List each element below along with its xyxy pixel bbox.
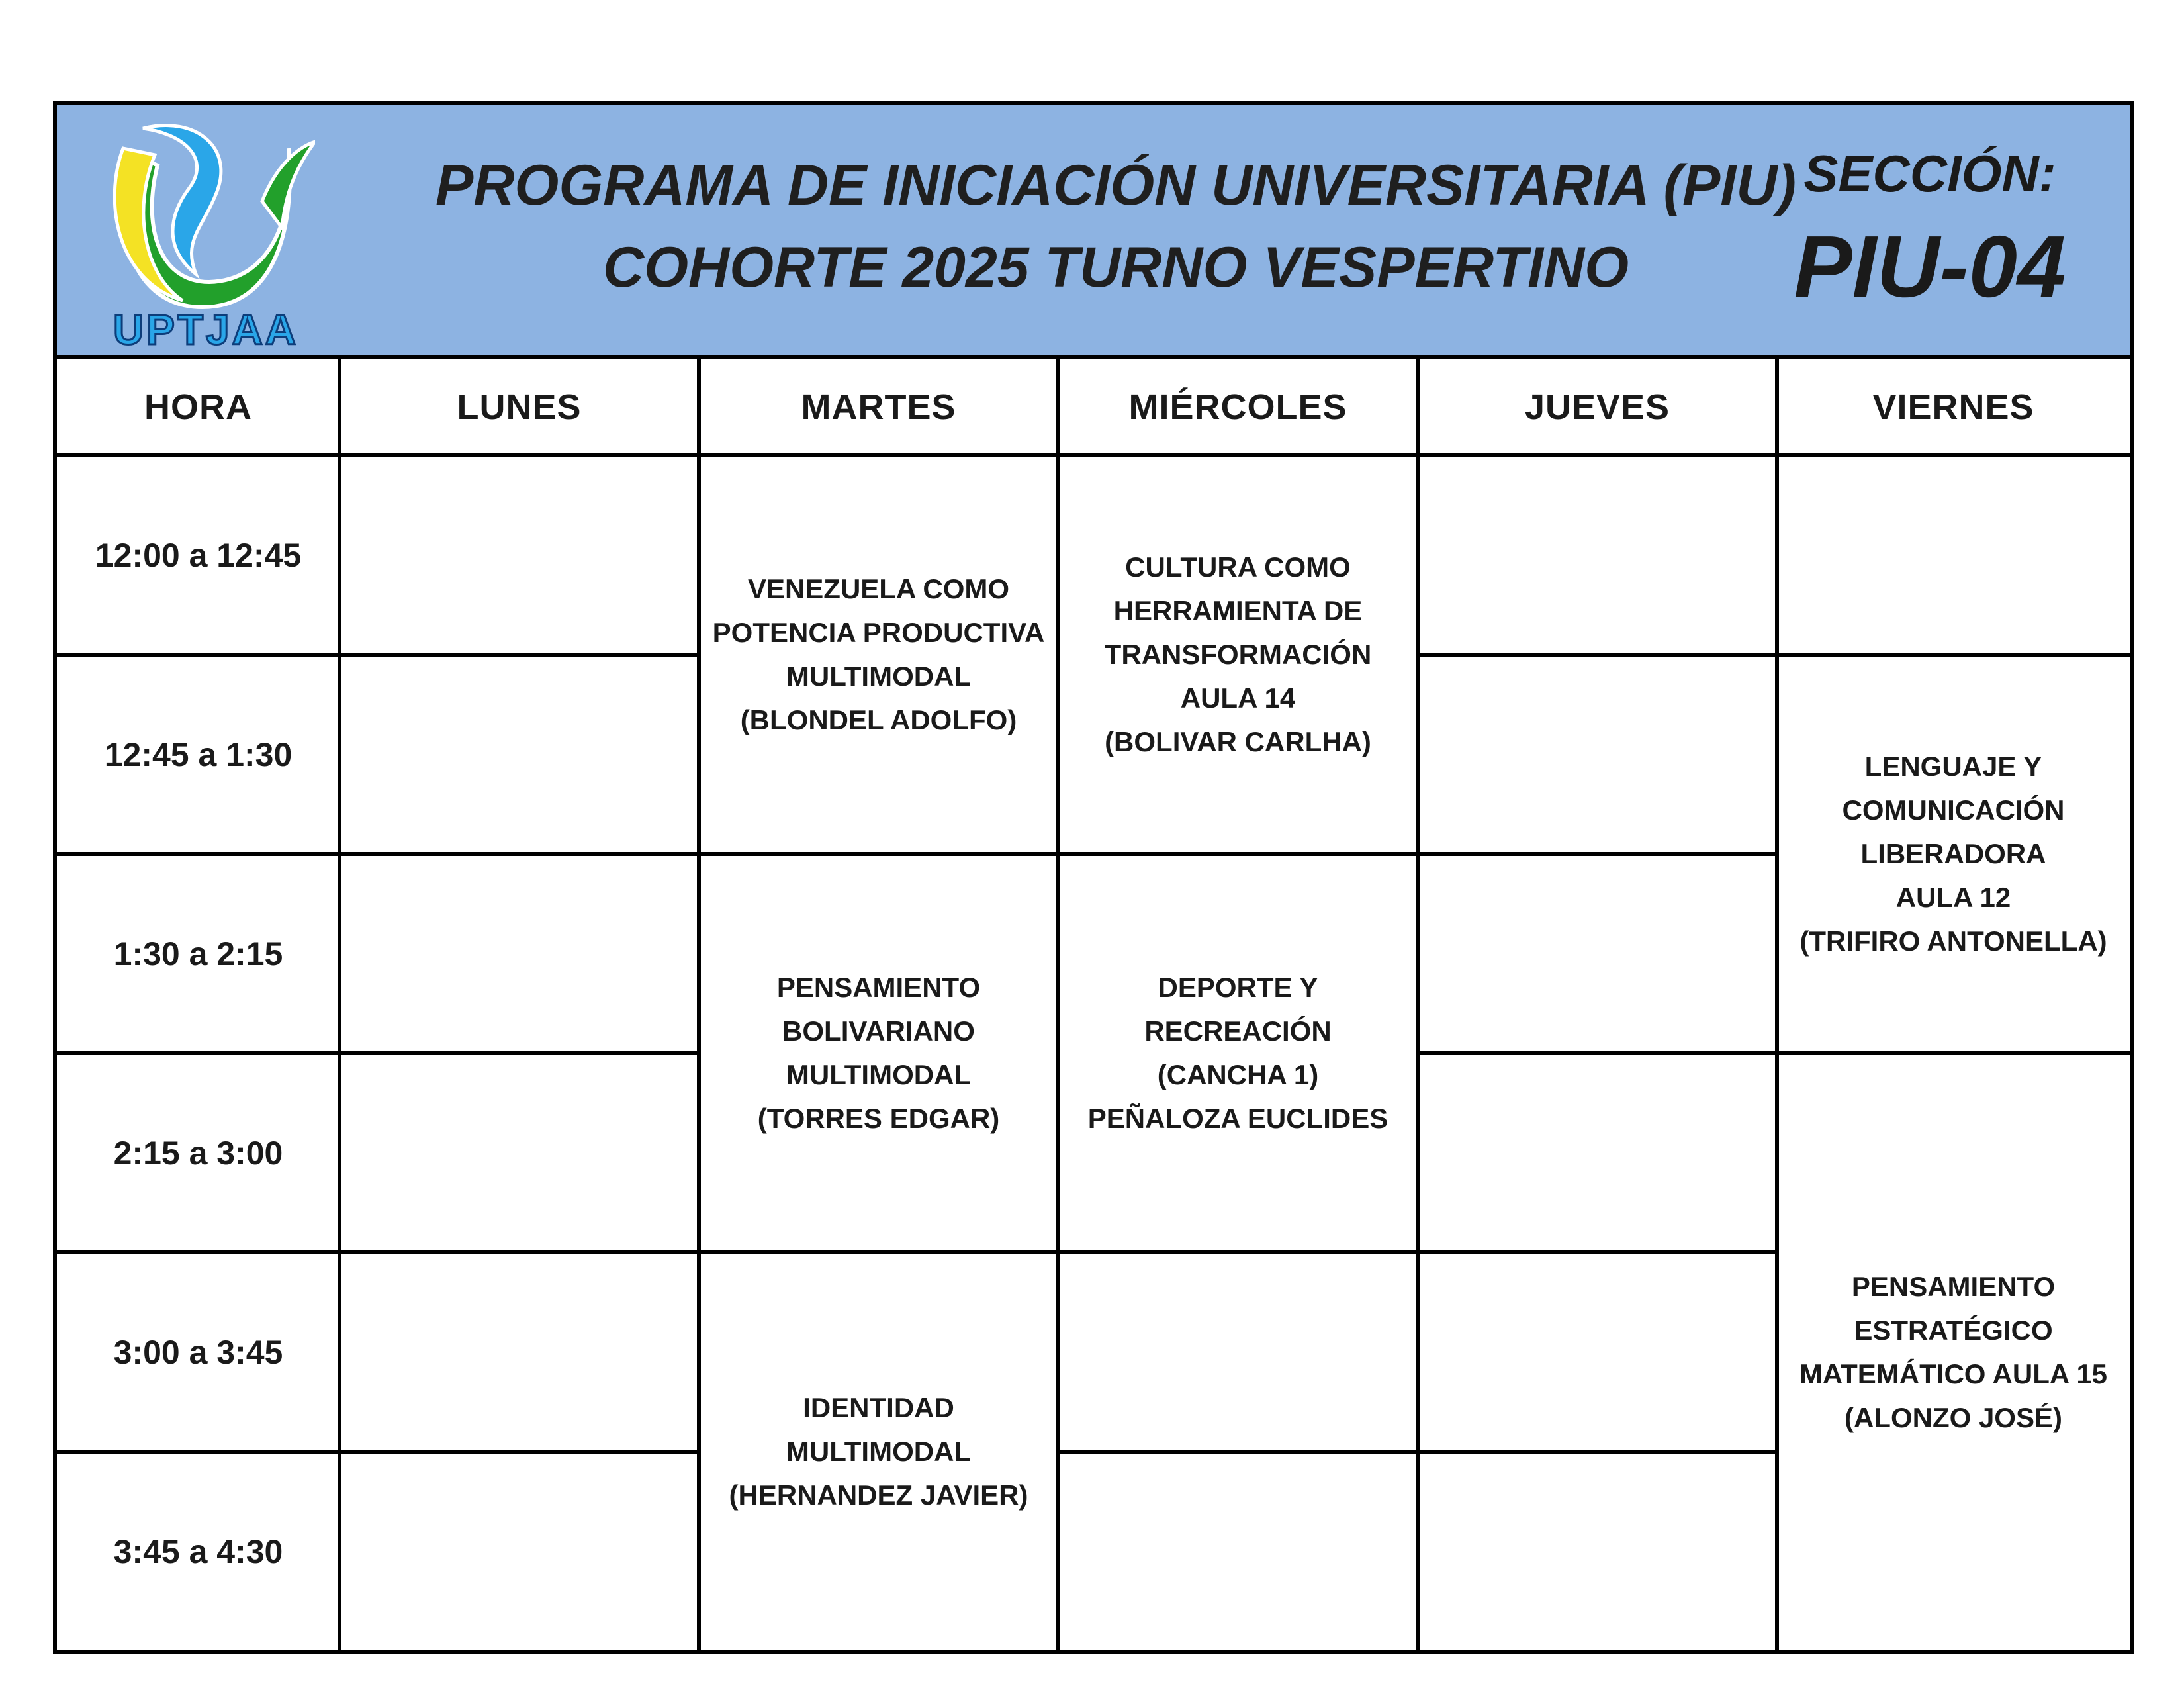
- column-header-day: JUEVES: [1524, 387, 1670, 427]
- column-header-day: LUNES: [457, 387, 582, 427]
- class-block: PENSAMIENTO ESTRATÉGICO MATEMÁTICO AULA 15 (ALONZO JOSÉ): [1799, 1270, 2108, 1433]
- time-slot-label: 3:45 a 4:30: [113, 1532, 283, 1570]
- svg-text:UPTJAA: UPTJAA: [113, 306, 299, 353]
- title-line-2: COHORTE 2025 TURNO VESPERTINO: [603, 236, 1629, 299]
- class-block: VENEZUELA COMO POTENCIA PRODUCTIVA MULTIMODAL (BLONDEL ADOLFO): [712, 573, 1045, 735]
- section-label: SECCIÓN:: [1803, 144, 2056, 203]
- section-code: PIU-04: [1794, 218, 2066, 315]
- class-block: IDENTIDAD MULTIMODAL (HERNANDEZ JAVIER): [729, 1392, 1028, 1511]
- class-block: LENGUAJE Y COMUNICACIÓN LIBERADORA AULA 12 (TRIFIRO ANTONELLA): [1799, 751, 2107, 957]
- class-block: DEPORTE Y RECREACIÓN (CANCHA 1) PEÑALOZA EUCLIDES: [1087, 972, 1388, 1134]
- schedule-frame: [53, 101, 2134, 1654]
- time-slot-label: 2:15 a 3:00: [113, 1134, 283, 1172]
- column-header-day: MARTES: [801, 387, 956, 427]
- time-slot-label: 12:45 a 1:30: [104, 735, 293, 773]
- time-slot-label: 1:30 a 2:15: [113, 935, 283, 972]
- class-block: CULTURA COMO HERRAMIENTA DE TRANSFORMACIÓN AULA 14 (BOLIVAR CARLHA): [1104, 551, 1372, 757]
- column-header-hora: HORA: [144, 387, 252, 427]
- column-header-day: VIERNES: [1872, 387, 2034, 427]
- class-block: PENSAMIENTO BOLIVARIANO MULTIMODAL (TORRES EDGAR): [757, 972, 1000, 1134]
- time-slot-label: 12:00 a 12:45: [95, 536, 302, 574]
- column-header-day: MIÉRCOLES: [1128, 387, 1347, 427]
- time-slot-label: 3:00 a 3:45: [113, 1333, 283, 1371]
- title-line-1: PROGRAMA DE INICIACIÓN UNIVERSITARIA (PIU): [435, 154, 1797, 217]
